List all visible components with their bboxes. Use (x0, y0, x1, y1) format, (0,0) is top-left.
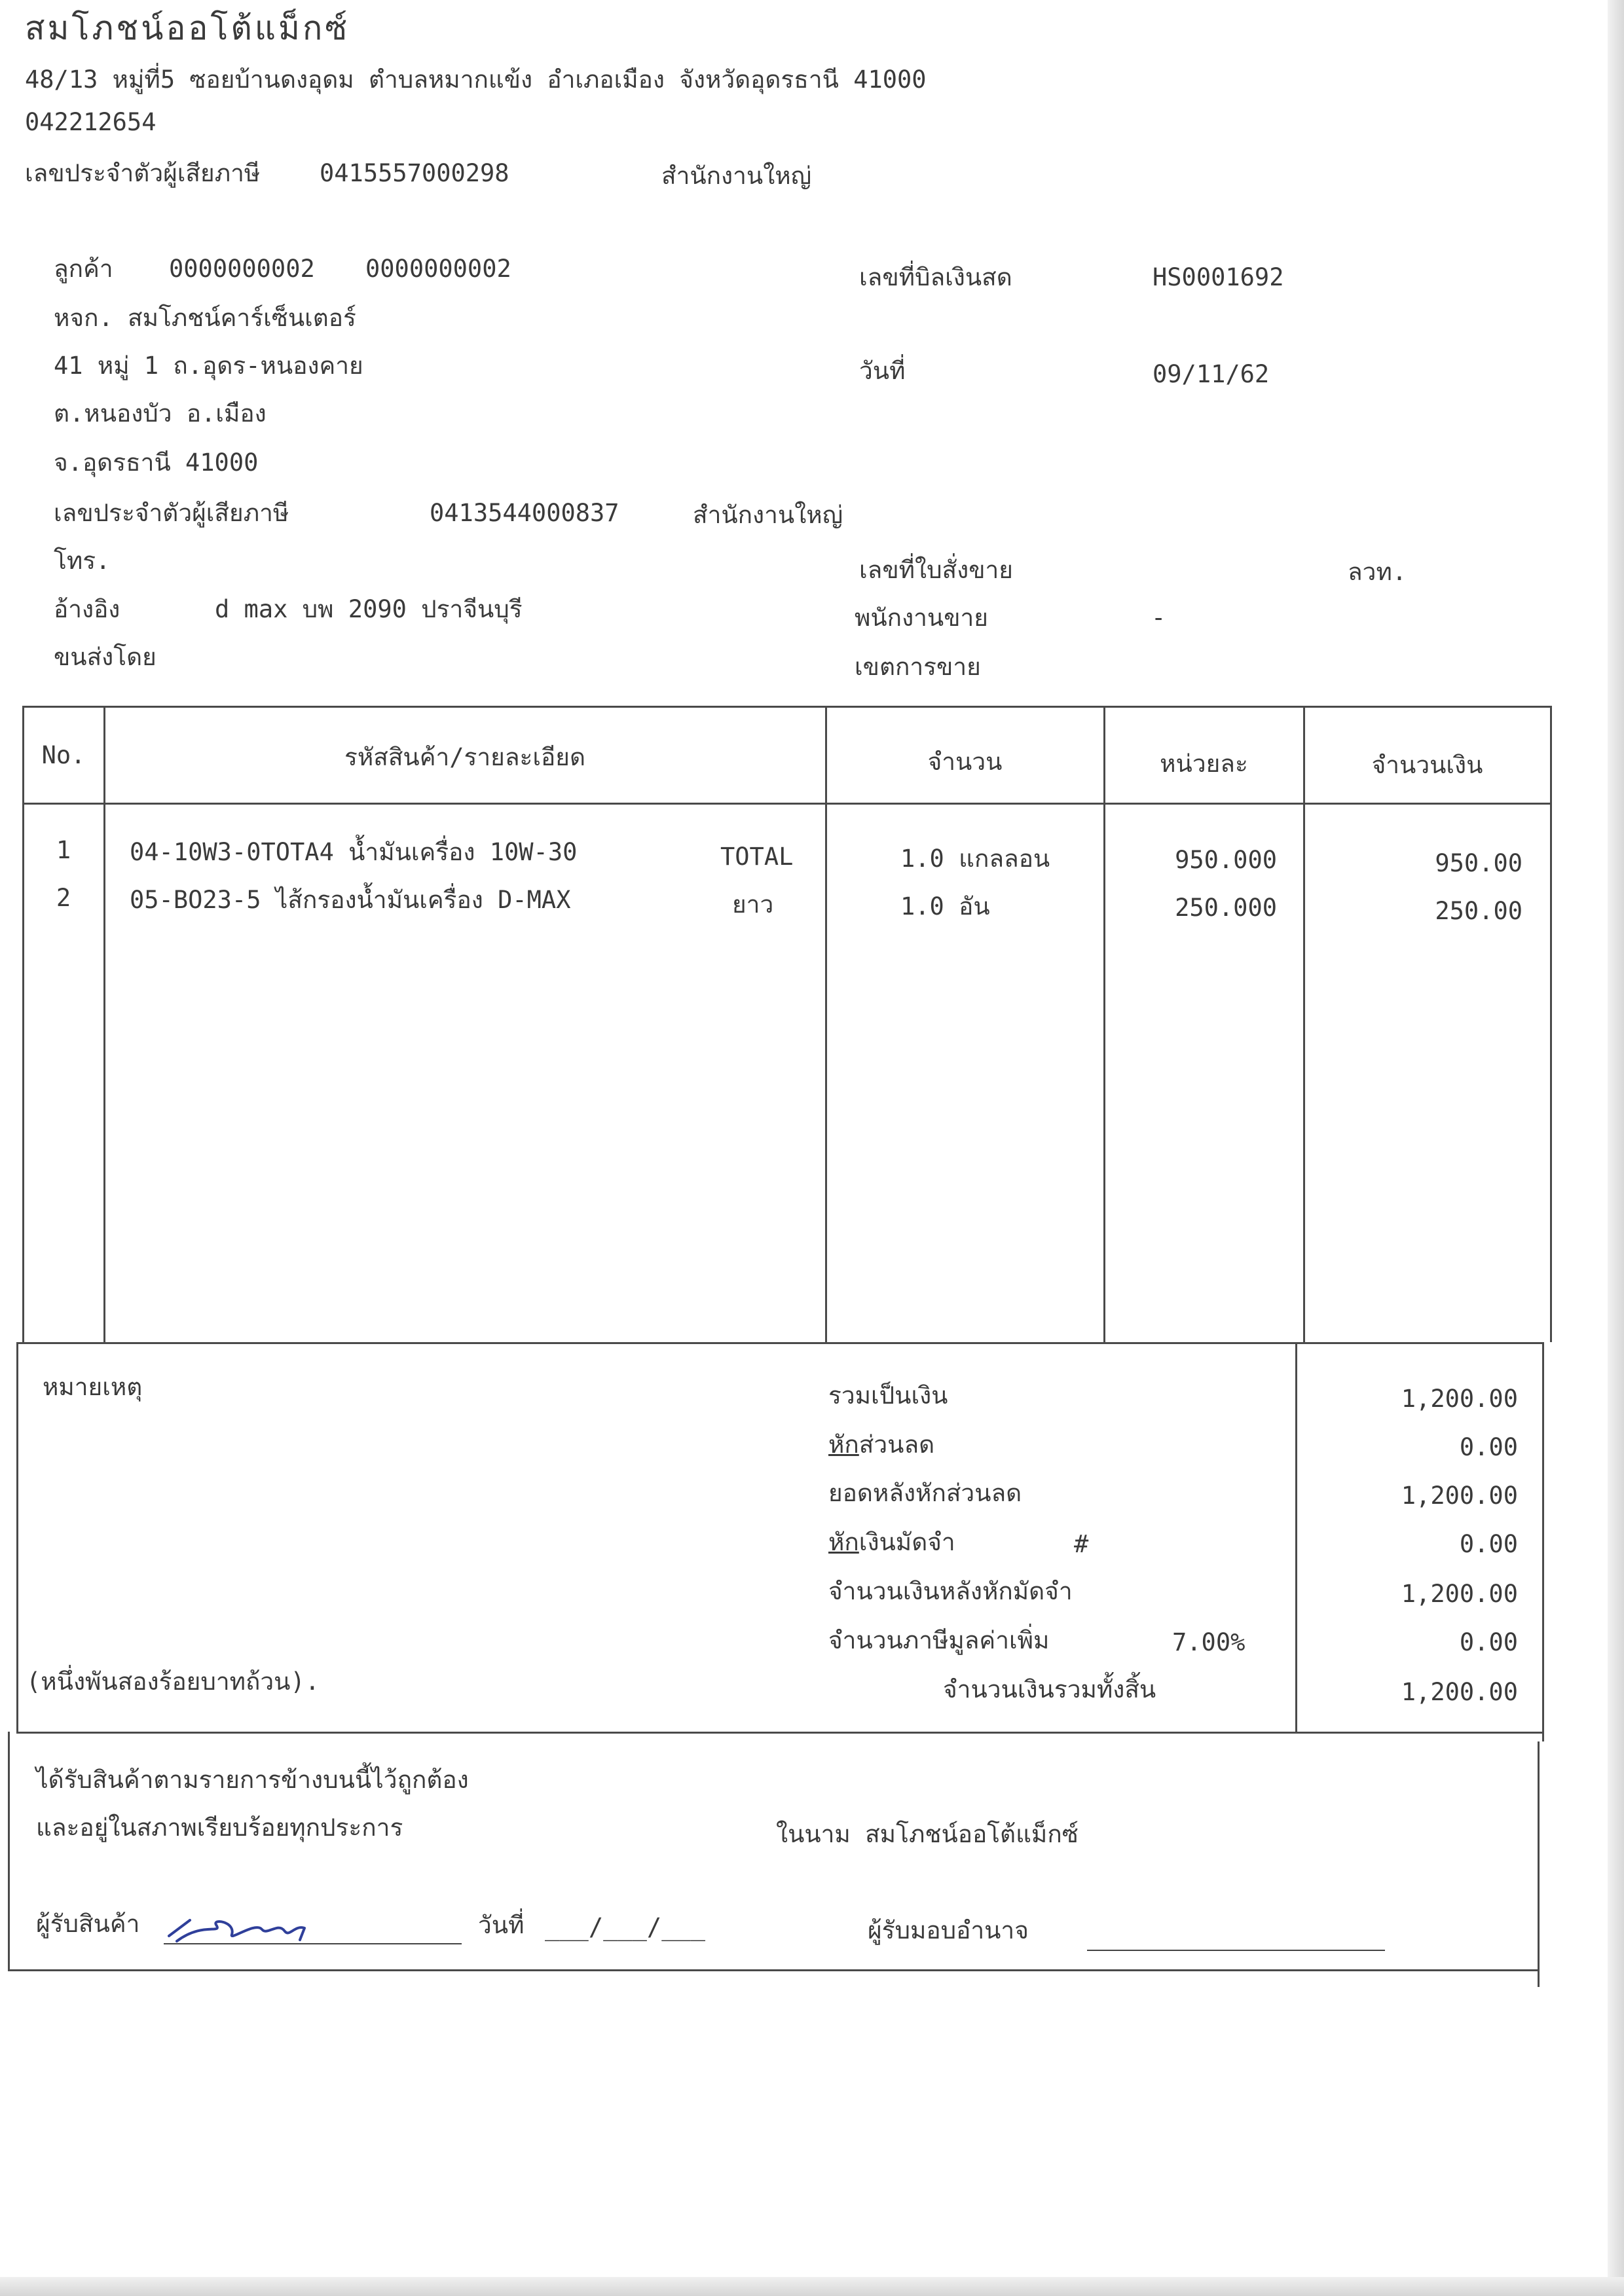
header-qty: จำนวน (927, 748, 1003, 776)
received-line-1: ได้รับสินค้าตามรายการข้างบนนี้ไว้ถูกต้อง (36, 1766, 469, 1794)
customer-address-2: ต.หนองบัว อ.เมือง (54, 399, 267, 428)
customer-phone-label: โทร. (54, 547, 111, 575)
company-tax-label: เลขประจำตัวผู้เสียภาษี (25, 159, 261, 187)
table-left-border (22, 706, 24, 1342)
customer-ref-value: d max บพ 2090 ปราจีนบุรี (215, 595, 523, 623)
col-divider-no (103, 706, 105, 1342)
row-unit-price: 950.000 (1175, 846, 1277, 874)
after-discount-value: 1,200.00 (1401, 1482, 1518, 1510)
summary-right-border (1542, 1342, 1544, 1741)
subtotal-value: 1,200.00 (1401, 1385, 1518, 1413)
after-deposit-label: จำนวนเงินหลังหักมัดจำ (828, 1577, 1073, 1605)
vat-value: 0.00 (1459, 1628, 1518, 1656)
row-no: 1 (56, 836, 71, 864)
footer-bottom-rule (8, 1969, 1539, 1971)
row-qty: 1.0 แกลลอน (900, 845, 1050, 873)
scan-right-edge (1608, 0, 1624, 2296)
customer-name: หจก. สมโภชน์คาร์เซ็นเตอร์ (54, 304, 356, 332)
grand-total-label: จำนวนเงินรวมทั้งสิ้น (943, 1675, 1156, 1704)
header-amount: จำนวนเงิน (1371, 751, 1483, 779)
sales-zone-label: เขตการขาย (855, 653, 981, 681)
received-line-2: และอยู่ในสภาพเรียบร้อยทุกประการ (36, 1813, 403, 1842)
customer-code-2: 0000000002 (365, 255, 511, 283)
receiver-signature (164, 1895, 334, 1948)
deposit-label-rest: เงินมัดจำ (858, 1528, 955, 1556)
authorized-label: ผู้รับมอบอำนาจ (868, 1916, 1029, 1944)
table-bottom-rule (16, 1342, 1544, 1344)
order-no-label: เลขที่ใบสั่งขาย (859, 556, 1013, 584)
company-phone: 042212654 (25, 108, 157, 136)
bill-date-value: 09/11/62 (1153, 360, 1270, 388)
discount-label (828, 1432, 934, 1457)
summary-divider (1295, 1342, 1297, 1734)
table-right-border (1550, 706, 1552, 1342)
header-no: No. (41, 741, 86, 769)
row-amount: 250.00 (1435, 897, 1522, 925)
summary-left-border (16, 1342, 18, 1734)
company-address: 48/13 หมู่ที่5 ซอยบ้านดงอุดม ตำบลหมากแข้ง อำเภอเมือง จังหวัดอุดรธานี 41000 (25, 65, 927, 94)
discount-label-rest: ส่วนลด (858, 1430, 935, 1459)
receiver-label: ผู้รับสินค้า (36, 1910, 140, 1938)
row-item-code: 05-BO23-5 ไส้กรองน้ำมันเครื่อง D-MAX (130, 886, 571, 914)
col-divider-qty (1103, 706, 1105, 1342)
after-deposit-value: 1,200.00 (1401, 1580, 1518, 1608)
row-item-note: TOTAL (720, 843, 794, 871)
row-amount: 950.00 (1435, 849, 1522, 877)
company-tax-id: 0415557000298 (320, 159, 509, 187)
customer-address-3: จ.อุดรธานี 41000 (54, 448, 259, 477)
row-item-note: ยาว (732, 890, 774, 919)
summary-bottom-rule (16, 1732, 1544, 1734)
customer-tax-id: 0413544000837 (430, 499, 619, 527)
discount-value: 0.00 (1459, 1433, 1518, 1461)
customer-branch: สำนักงานใหญ่ (693, 501, 843, 529)
deposit-hash: # (1074, 1530, 1089, 1558)
table-top-rule (23, 706, 1552, 708)
footer-right-border (1538, 1741, 1540, 1987)
after-discount-label: ยอดหลังหักส่วนลด (828, 1479, 1022, 1507)
salesperson-label: พนักงานขาย (855, 604, 988, 632)
customer-ship-label: ขนส่งโดย (54, 643, 157, 671)
amount-in-words: (หนึ่งพันสองร้อยบาทถ้วน). (26, 1667, 320, 1696)
deposit-label (828, 1530, 955, 1554)
customer-address-1: 41 หมู่ 1 ถ.อุดร-หนองคาย (54, 352, 363, 380)
col-divider-item (825, 706, 827, 1342)
authorized-signature-line (1087, 1950, 1385, 1951)
bill-no-label: เลขที่บิลเงินสด (859, 263, 1012, 291)
header-item: รหัสสินค้า/รายละเอียด (344, 743, 585, 771)
subtotal-label: รวมเป็นเงิน (828, 1381, 948, 1410)
deposit-value: 0.00 (1459, 1530, 1518, 1558)
header-unit-price: หน่วยละ (1160, 750, 1248, 778)
scan-bottom-edge (0, 2277, 1624, 2296)
company-branch: สำนักงานใหญ่ (661, 162, 812, 190)
footer-left-border (8, 1732, 10, 1971)
on-behalf-of: ในนาม สมโภชน์ออโต้แม็กซ์ (776, 1820, 1079, 1848)
deposit-label-underlined: หัก (828, 1528, 859, 1556)
row-item-code: 04-10W3-0TOTA4 น้ำมันเครื่อง 10W-30 (130, 838, 578, 866)
receive-date-blank: ___/___/___ (545, 1913, 706, 1941)
discount-label-underlined: หัก (828, 1430, 859, 1459)
remark-label: หมายเหตุ (43, 1373, 143, 1401)
receive-date-label: วันที่ (478, 1911, 525, 1939)
row-no: 2 (56, 884, 71, 912)
row-unit-price: 250.000 (1175, 894, 1277, 922)
salesperson-value: - (1151, 604, 1166, 632)
customer-code-1: 0000000002 (169, 255, 315, 283)
company-name: สมโภชน์ออโต้แม็กซ์ (25, 9, 350, 47)
col-divider-unit (1303, 706, 1305, 1342)
bill-date-label: วันที่ (859, 357, 906, 385)
vat-label: จำนวนภาษีมูลค่าเพิ่ม (828, 1626, 1050, 1654)
customer-tax-label: เลขประจำตัวผู้เสียภาษี (54, 499, 289, 527)
customer-ref-label: อ้างอิง (54, 595, 120, 623)
customer-label: ลูกค้า (54, 255, 113, 283)
vat-rate: 7.00% (1172, 1628, 1246, 1656)
table-header-rule (23, 803, 1552, 805)
row-qty: 1.0 อัน (900, 892, 990, 920)
bill-no-value: HS0001692 (1153, 263, 1284, 291)
order-no-value: ลวท. (1348, 558, 1407, 586)
grand-total-value: 1,200.00 (1401, 1678, 1518, 1706)
